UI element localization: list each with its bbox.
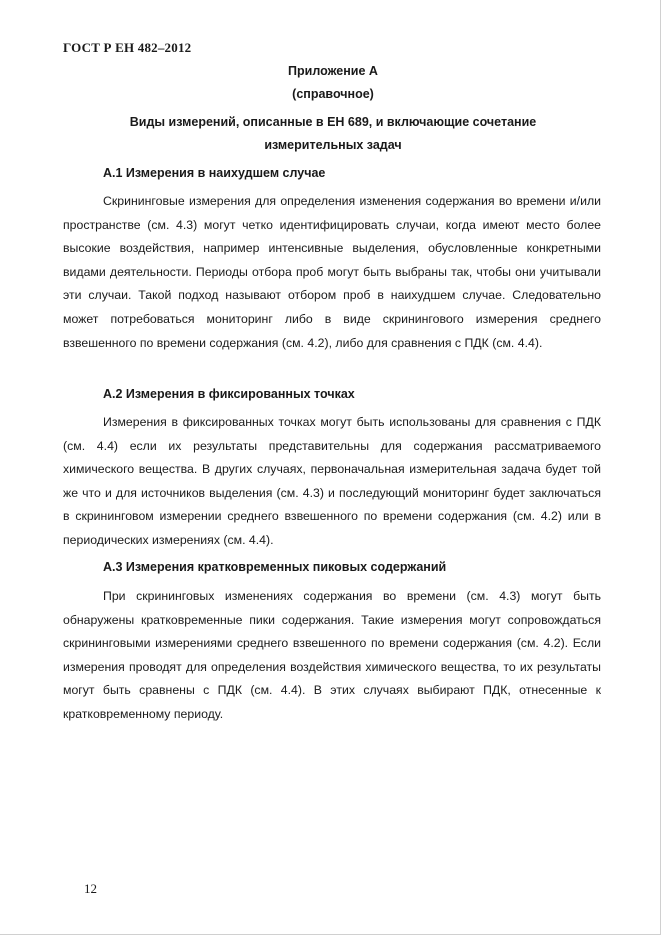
page-number: 12 xyxy=(84,881,97,896)
annex-heading-line2: измерительных задач xyxy=(264,138,402,152)
section-a1-paragraph: Скрининговые измерения для определения изменения содержания во времени и/или пространстве (см. 4.3) могут четко идентифицировать случаи, когда имеют место более высокие воздействия, например интенсивные выделения, обусловленные конкретными видами деятельности. Периоды отбора проб могут быть выбраны так, чтобы они учитывали эти случаи. Такой подход называют отбором проб в наихудшем случае. Следовательно может потребоваться мониторинг либо в виде скринингового измерения среднего взвешенного по времени содержания (см. 4.2), либо для сравнения с ПДК (см. 4.4). xyxy=(63,194,601,350)
section-a3-heading: А.3 Измерения кратковременных пиковых содержаний xyxy=(103,560,447,574)
standard-code: ГОСТ Р ЕН 482–2012 xyxy=(63,40,192,55)
annex-title: Приложение А xyxy=(288,64,378,78)
annex-heading-line1: Виды измерений, описанные в ЕН 689, и включающие сочетание xyxy=(129,115,537,129)
annex-kind: (справочное) xyxy=(292,87,374,101)
section-a2-heading: А.2 Измерения в фиксированных точках xyxy=(103,387,355,401)
section-a2-paragraph: Измерения в фиксированных точках могут быть использованы для сравнения с ПДК (см. 4.4) если их результаты представительны для содержания рассматриваемого химического вещества. В других случаях, первоначальная измерительная задача будет той же что и для источников выделения (см. 4.3) и последующий мониторинг будет заключаться в скрининговом измерении среднего взвешенного по времени содержания (см. 4.2) или в периодических измерениях (см. 4.4). xyxy=(63,415,601,547)
section-a3-paragraph: При скрининговых изменениях содержания во времени (см. 4.3) могут быть обнаружены кратковременные пики содержания. Такие измерения могут сопровождаться скрининговыми измерениями среднего взвешенного по времени содержания (см. 4.2). Если измерения проводят для определения воздействия химического вещества, то их результаты могут быть сравнены с ПДК (см. 4.4). В этих случаях выбирают ПДК, отнесенные к кратковременному периоду. xyxy=(63,589,601,721)
section-a1-heading: А.1 Измерения в наихудшем случае xyxy=(103,166,326,180)
